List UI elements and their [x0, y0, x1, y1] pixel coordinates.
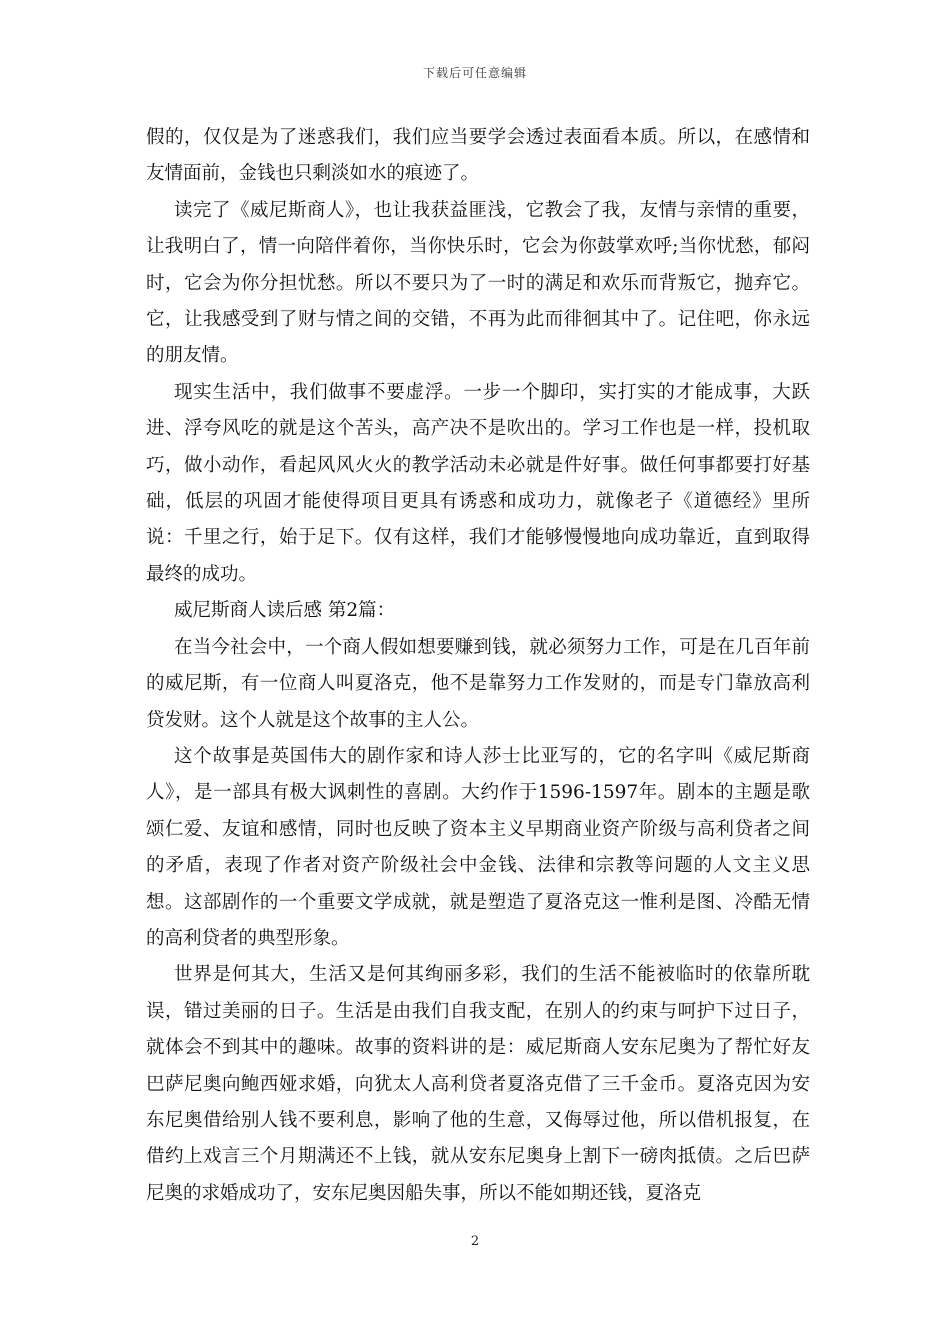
paragraph-6: 世界是何其大，生活又是何其绚丽多彩，我们的生活不能被临时的依靠所耽误，错过美丽的日子。生活是由我们自我支配，在别人的约束与呵护下过日子，就体会不到其中的趣味。故事的资料讲的是：威尼斯商人安东尼奥为了帮忙好友巴萨尼奥向鲍西娅求婚，向犹太人高利贷者夏洛克借了三千金币。夏洛克因为安东尼奥借给别人钱不要利息，影响了他的生意，又侮辱过他，所以借机报复，在借约上戏言三个月期满还不上钱，就从安东尼奥身上割下一磅肉抵债。之后巴萨尼奥的求婚成功了，安东尼奥因船失事，所以不能如期还钱，夏洛克 [146, 964, 810, 1204]
paragraph-4: 在当今社会中，一个商人假如想要赚到钱，就必须努力工作，可是在几百年前的威尼斯，有一位商人叫夏洛克，他不是靠努力工作发财的，而是专门靠放高利贷发财。这个人就是这个故事的主人公。 [146, 636, 810, 731]
paragraph-2: 读完了《威尼斯商人》，也让我获益匪浅，它教会了我，友情与亲情的重要，让我明白了，情一向陪伴着你，当你快乐时，它会为你鼓掌欢呼;当你忧愁，郁闷时，它会为你分担忧愁。所以不要只为了一时的满足和欢乐而背叛它，抛弃它。它，让我感受到了财与情之间的交错，不再为此而徘徊其中了。记住吧，你永远的朋友情。 [146, 199, 810, 367]
paragraph-3: 现实生活中，我们做事不要虚浮。一步一个脚印，实打实的才能成事，大跃进、浮夸风吃的就是这个苦头，高产决不是吹出的。学习工作也是一样，投机取巧，做小动作，看起风风火火的教学活动未必就是件好事。做任何事都要打好基础，低层的巩固才能使得项目更具有诱惑和成功力，就像老子《道德经》里所说：千里之行，始于足下。仅有这样，我们才能够慢慢地向成功靠近，直到取得最终的成功。 [146, 381, 810, 585]
document-body [146, 120, 810, 1212]
paragraph-1: 假的，仅仅是为了迷惑我们，我们应当要学会透过表面看本质。所以，在感情和友情面前，金钱也只剩淡如水的痕迹了。 [146, 127, 810, 185]
page-header: 下载后可任意编辑 [422, 66, 527, 80]
section-heading: 威尼斯商人读后感 第2篇： [174, 600, 396, 622]
paragraph-5: 这个故事是英国伟大的剧作家和诗人莎士比亚写的，它的名字叫《威尼斯商人》，是一部具有极大讽刺性的喜剧。大约作于1596-1597年。剧本的主题是歌颂仁爱、友谊和感情，同时也反映了资本主义早期商业资产阶级与高利贷者之间的矛盾，表现了作者对资产阶级社会中金钱、法律和宗教等问题的人文主义思想。这部剧作的一个重要文学成就，就是塑造了夏洛克这一惟利是图、冷酷无情的高利贷者的典型形象。 [146, 745, 810, 949]
page-number: 2 [470, 1234, 480, 1249]
